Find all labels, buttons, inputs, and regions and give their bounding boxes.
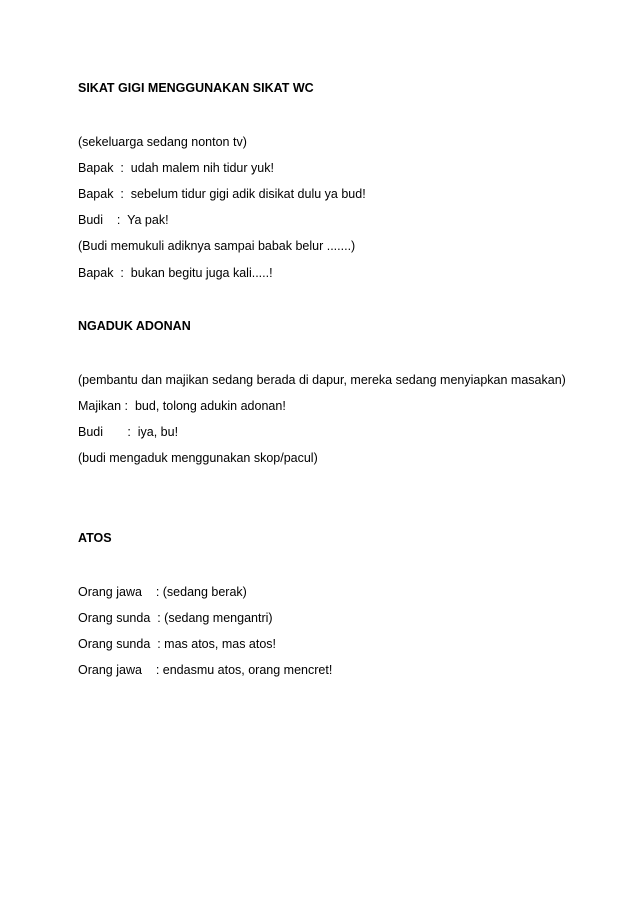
dialogue-line: Bapak : bukan begitu juga kali.....! bbox=[78, 266, 273, 280]
dialogue-line: Orang sunda : (sedang mengantri) bbox=[78, 611, 273, 625]
dialogue-line: Orang sunda : mas atos, mas atos! bbox=[78, 637, 277, 651]
dialogue-line: Bapak : udah malem nih tidur yuk! bbox=[78, 161, 274, 175]
dialogue-line: Budi : Ya pak! bbox=[78, 213, 169, 227]
stage-direction: (sekeluarga sedang nonton tv) bbox=[78, 135, 247, 149]
section-title-ngaduk-adonan: NGADUK ADONAN bbox=[78, 319, 191, 333]
stage-direction: (Budi memukuli adiknya sampai babak belur .......) bbox=[78, 239, 356, 253]
section-title-sikat-gigi: SIKAT GIGI MENGGUNAKAN SIKAT WC bbox=[78, 81, 314, 95]
stage-direction: (pembantu dan majikan sedang berada di dapur, mereka sedang menyiapkan masakan) bbox=[78, 373, 566, 387]
dialogue-line: Bapak : sebelum tidur gigi adik disikat dulu ya bud! bbox=[78, 187, 366, 201]
dialogue-line: Orang jawa : (sedang berak) bbox=[78, 585, 247, 599]
section-title-atos: ATOS bbox=[78, 531, 112, 545]
dialogue-line: Orang jawa : endasmu atos, orang mencret! bbox=[78, 663, 333, 677]
dialogue-line: Majikan : bud, tolong adukin adonan! bbox=[78, 399, 286, 413]
stage-direction: (budi mengaduk menggunakan skop/pacul) bbox=[78, 451, 318, 465]
dialogue-line: Budi : iya, bu! bbox=[78, 425, 179, 439]
